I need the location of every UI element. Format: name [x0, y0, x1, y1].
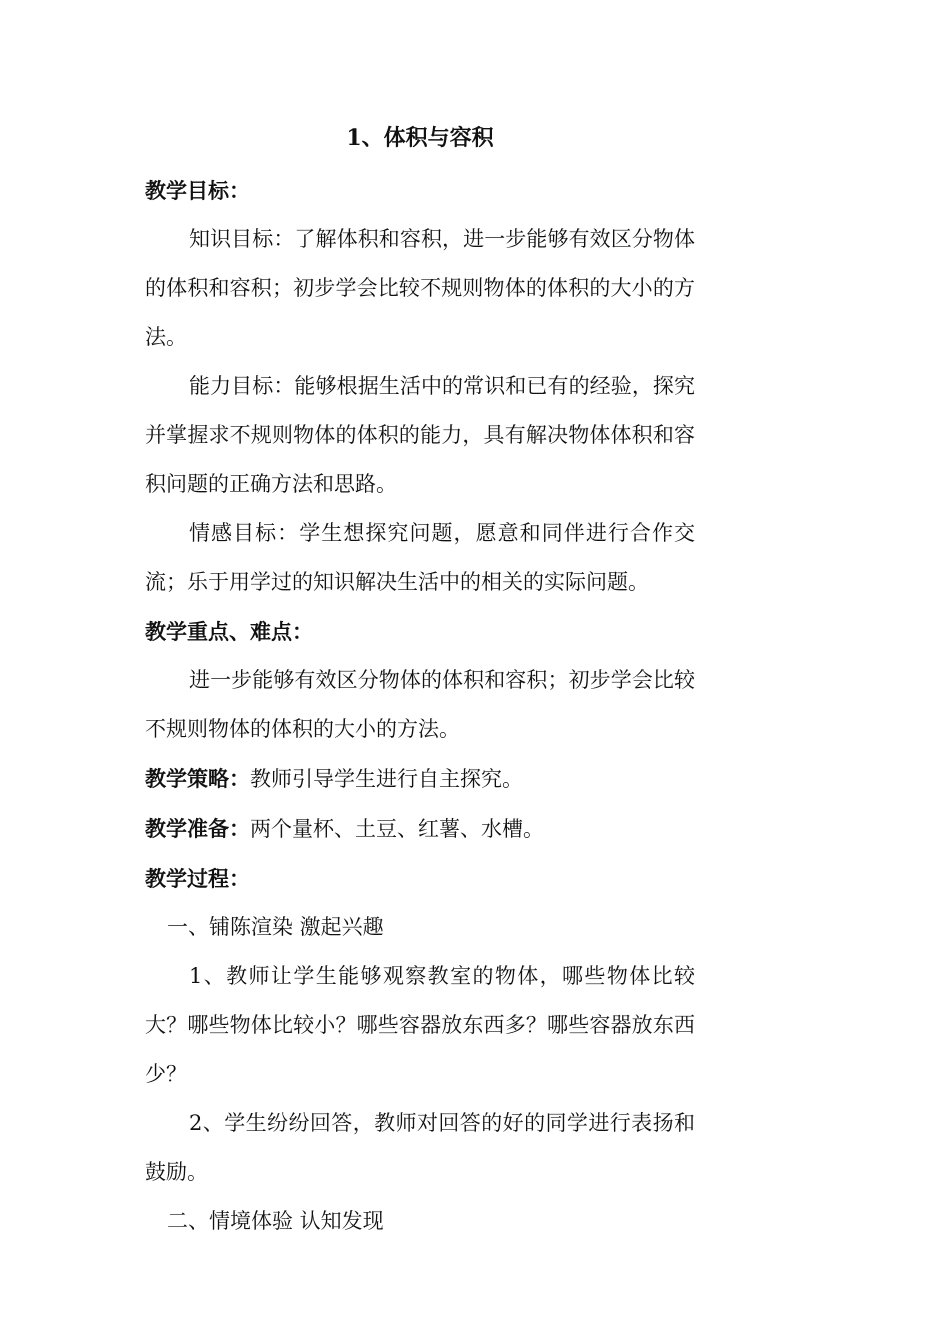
- section-1-title: 一、铺陈渲染 激起兴趣: [167, 915, 384, 939]
- preparation-line: [145, 804, 695, 854]
- preparation-text: 两个量杯、土豆、红薯、水槽。: [250, 817, 544, 841]
- ability-objective: 能力目标：能够根据生活中的常识和已有的经验，探究并掌握求不规则物体的体积的能力，具有解决物体体积和容积问题的正确方法和思路。: [145, 374, 695, 496]
- strategy-line: [145, 754, 695, 804]
- key-points-text: 进一步能够有效区分物体的体积和容积；初步学会比较不规则物体的体积的大小的方法。: [145, 668, 695, 741]
- objectives-heading: 教学目标：: [145, 178, 250, 203]
- emotion-objective: 情感目标：学生想探究问题，愿意和同伴进行合作交流；乐于用学过的知识解决生活中的相关的实际问题。: [145, 521, 695, 594]
- knowledge-objective: 知识目标：了解体积和容积，进一步能够有效区分物体的体积和容积；初步学会比较不规则物体的体积的大小的方法。: [145, 227, 695, 349]
- key-points-heading: 教学重点、难点：: [145, 619, 313, 644]
- document-title: 1、体积与容积: [346, 125, 494, 151]
- document-page: [145, 118, 695, 1246]
- section-1-item-2: 2、学生纷纷回答，教师对回答的好的同学进行表扬和鼓励。: [145, 1111, 695, 1184]
- strategy-text: 教师引导学生进行自主探究。: [250, 767, 523, 791]
- preparation-label: 教学准备：: [145, 816, 250, 841]
- section-2-title: 二、情境体验 认知发现: [167, 1209, 384, 1233]
- process-heading: 教学过程：: [145, 866, 250, 891]
- section-1-item-1: 1、教师让学生能够观察教室的物体，哪些物体比较大？哪些物体比较小？哪些容器放东西多？哪些容器放东西少？: [145, 964, 695, 1086]
- strategy-label: 教学策略：: [145, 766, 250, 791]
